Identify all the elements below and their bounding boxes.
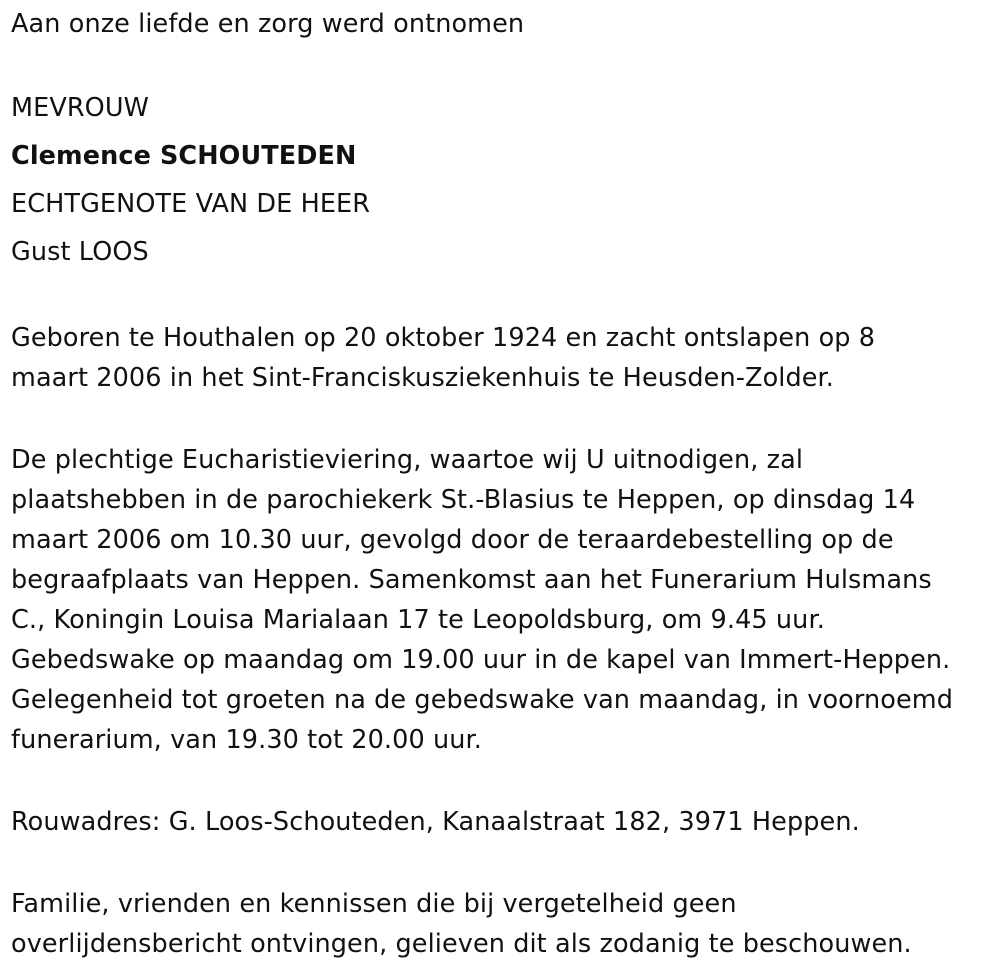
paragraph-line: Gelegenheid tot groeten na de gebedswake van maandag, in voornoemd: [11, 685, 953, 715]
paragraph-line: C., Koningin Louisa Marialaan 17 te Leopoldsburg, om 9.45 uur.: [11, 605, 825, 635]
deceased-block: [11, 84, 996, 276]
paragraph-line: plaatshebben in de parochiekerk St.-Blasius te Heppen, op dinsdag 14: [11, 485, 916, 515]
paragraph-line: funerarium, van 19.30 tot 20.00 uur.: [11, 725, 482, 755]
deceased-name: Clemence SCHOUTEDEN: [11, 141, 357, 171]
intro-text: Aan onze liefde en zorg werd ontnomen: [11, 9, 525, 39]
paragraph-line: begraafplaats van Heppen. Samenkomst aan het Funerarium Hulsmans: [11, 565, 932, 595]
spouse-name: Gust LOOS: [11, 237, 149, 267]
paragraph-line: maart 2006 om 10.30 uur, gevolgd door de teraardebestelling op de: [11, 525, 894, 555]
paragraph-line: De plechtige Eucharistieviering, waartoe wij U uitnodigen, zal: [11, 445, 804, 475]
paragraph-line: Gebedswake op maandag om 19.00 uur in de kapel van Immert-Heppen.: [11, 645, 951, 675]
ceremony-paragraph: [11, 440, 996, 760]
birth-death-paragraph: [11, 318, 996, 398]
salutation: MEVROUW: [11, 93, 149, 123]
address-paragraph: [11, 802, 996, 842]
mourning-address: Rouwadres: G. Loos-Schouteden, Kanaalstraat 182, 3971 Heppen.: [11, 807, 860, 837]
obituary-notice: [11, 0, 996, 964]
paragraph-line: overlijdensbericht ontvingen, gelieven dit als zodanig te beschouwen.: [11, 929, 912, 959]
paragraph-line: maart 2006 in het Sint-Franciskusziekenhuis te Heusden-Zolder.: [11, 363, 835, 393]
paragraph-line: Geboren te Houthalen op 20 oktober 1924 en zacht ontslapen op 8: [11, 323, 876, 353]
closing-paragraph: [11, 884, 996, 964]
relation-text: ECHTGENOTE VAN DE HEER: [11, 189, 371, 219]
paragraph-line: Familie, vrienden en kennissen die bij vergetelheid geen: [11, 889, 737, 919]
